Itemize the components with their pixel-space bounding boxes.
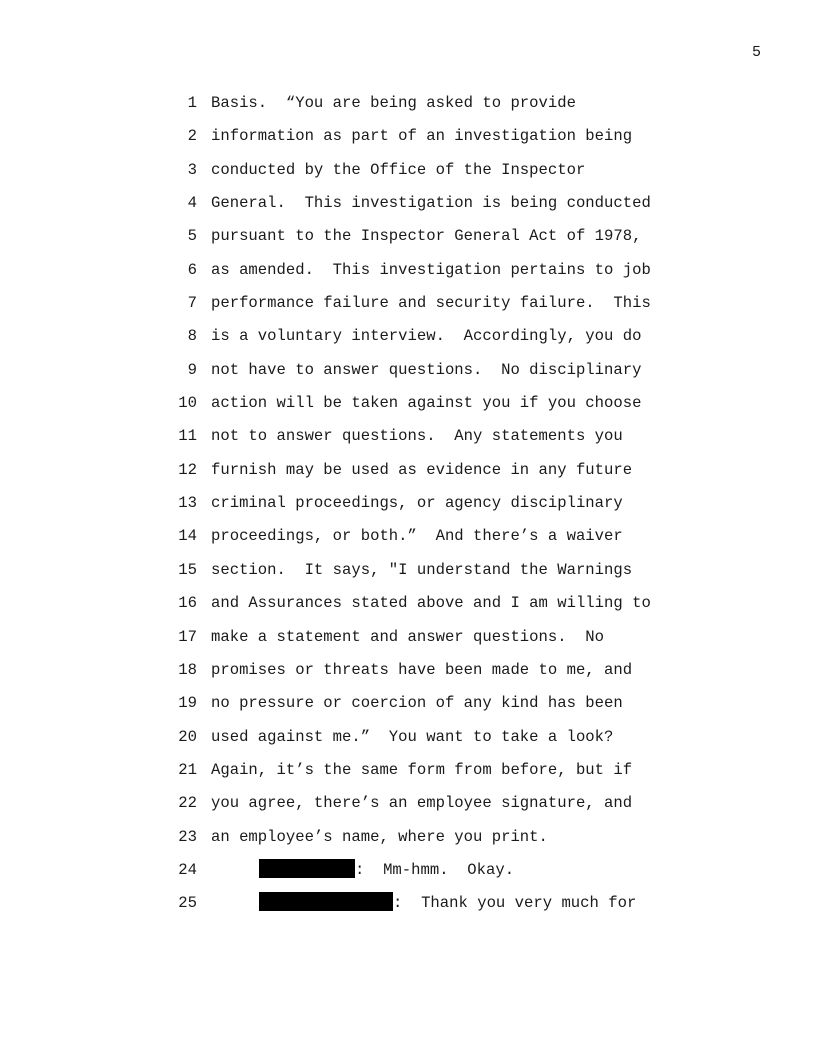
line-number: 11 bbox=[178, 427, 197, 446]
line-number: 2 bbox=[187, 127, 197, 146]
transcript-line bbox=[0, 726, 816, 759]
line-text: section. It says, "I understand the Warnings bbox=[211, 560, 633, 579]
line-number: 16 bbox=[178, 594, 197, 613]
redacted-speaker-name bbox=[259, 859, 355, 878]
transcript-line bbox=[0, 292, 816, 325]
line-number: 19 bbox=[178, 694, 197, 713]
line-text: an employee’s name, where you print. bbox=[211, 827, 548, 846]
line-number: 14 bbox=[178, 527, 197, 546]
transcript-line bbox=[0, 225, 816, 258]
line-number: 7 bbox=[187, 294, 197, 313]
line-number: 21 bbox=[178, 760, 197, 779]
transcript-line bbox=[0, 559, 816, 592]
transcript-line bbox=[0, 192, 816, 225]
line-text: not to answer questions. Any statements you bbox=[211, 427, 623, 446]
line-text: as amended. This investigation pertains to job bbox=[211, 260, 651, 279]
transcript-body bbox=[0, 92, 816, 926]
line-text: information as part of an investigation being bbox=[211, 127, 633, 146]
line-text: : Thank you very much for bbox=[393, 894, 637, 913]
transcript-line bbox=[0, 692, 816, 725]
line-text: performance failure and security failure. This bbox=[211, 294, 651, 313]
transcript-line bbox=[0, 325, 816, 358]
line-text: Again, it’s the same form from before, but if bbox=[211, 760, 633, 779]
line-text: conducted by the Office of the Inspector bbox=[211, 160, 586, 179]
line-number: 1 bbox=[187, 94, 197, 112]
transcript-line bbox=[0, 425, 816, 458]
line-text: proceedings, or both.” And there’s a waiver bbox=[211, 527, 623, 546]
line-number: 12 bbox=[178, 460, 197, 479]
line-number: 17 bbox=[178, 627, 197, 646]
line-text: is a voluntary interview. Accordingly, you do bbox=[211, 327, 642, 346]
transcript-line bbox=[0, 159, 816, 192]
line-number: 4 bbox=[187, 194, 197, 213]
transcript-line bbox=[0, 459, 816, 492]
line-number: 10 bbox=[178, 394, 197, 413]
transcript-line bbox=[0, 626, 816, 659]
transcript-line bbox=[0, 659, 816, 692]
line-text: you agree, there’s an employee signature, and bbox=[211, 794, 633, 813]
line-text: criminal proceedings, or agency disciplinary bbox=[211, 494, 623, 513]
line-number: 9 bbox=[187, 360, 197, 379]
transcript-line bbox=[0, 592, 816, 625]
line-number: 20 bbox=[178, 727, 197, 746]
line-text: pursuant to the Inspector General Act of 1978, bbox=[211, 227, 642, 246]
line-text: and Assurances stated above and I am willing to bbox=[211, 594, 651, 613]
line-text: not have to answer questions. No disciplinary bbox=[211, 360, 642, 379]
line-number: 23 bbox=[178, 827, 197, 846]
transcript-line bbox=[0, 826, 816, 859]
line-text: action will be taken against you if you choose bbox=[211, 394, 642, 413]
line-text: : Mm-hmm. Okay. bbox=[355, 860, 515, 879]
line-text: General. This investigation is being conducted bbox=[211, 194, 651, 213]
line-number: 13 bbox=[178, 494, 197, 513]
transcript-line bbox=[0, 525, 816, 558]
transcript-line-speaker bbox=[0, 859, 816, 892]
transcript-line bbox=[0, 492, 816, 525]
transcript-line bbox=[0, 759, 816, 792]
line-text: furnish may be used as evidence in any future bbox=[211, 460, 633, 479]
transcript-line bbox=[0, 792, 816, 825]
line-text: no pressure or coercion of any kind has been bbox=[211, 694, 623, 713]
line-number: 18 bbox=[178, 660, 197, 679]
transcript-line bbox=[0, 392, 816, 425]
transcript-line bbox=[0, 359, 816, 392]
line-number: 24 bbox=[178, 860, 197, 879]
line-number: 5 bbox=[187, 227, 197, 246]
line-number: 15 bbox=[178, 560, 197, 579]
transcript-line-speaker bbox=[0, 892, 816, 925]
line-text: Basis. “You are being asked to provide bbox=[211, 94, 576, 112]
redacted-speaker-name bbox=[259, 892, 393, 911]
line-number: 6 bbox=[187, 260, 197, 279]
line-text: make a statement and answer questions. No bbox=[211, 627, 605, 646]
transcript-line bbox=[0, 259, 816, 292]
line-number: 25 bbox=[178, 894, 197, 913]
line-number: 3 bbox=[187, 160, 197, 179]
line-number: 8 bbox=[187, 327, 197, 346]
transcript-line bbox=[0, 125, 816, 158]
line-text: promises or threats have been made to me, and bbox=[211, 660, 633, 679]
line-text: used against me.” You want to take a look? bbox=[211, 727, 614, 746]
line-number: 22 bbox=[178, 794, 197, 813]
page-number: 5 bbox=[752, 44, 762, 61]
transcript-line bbox=[0, 92, 816, 125]
